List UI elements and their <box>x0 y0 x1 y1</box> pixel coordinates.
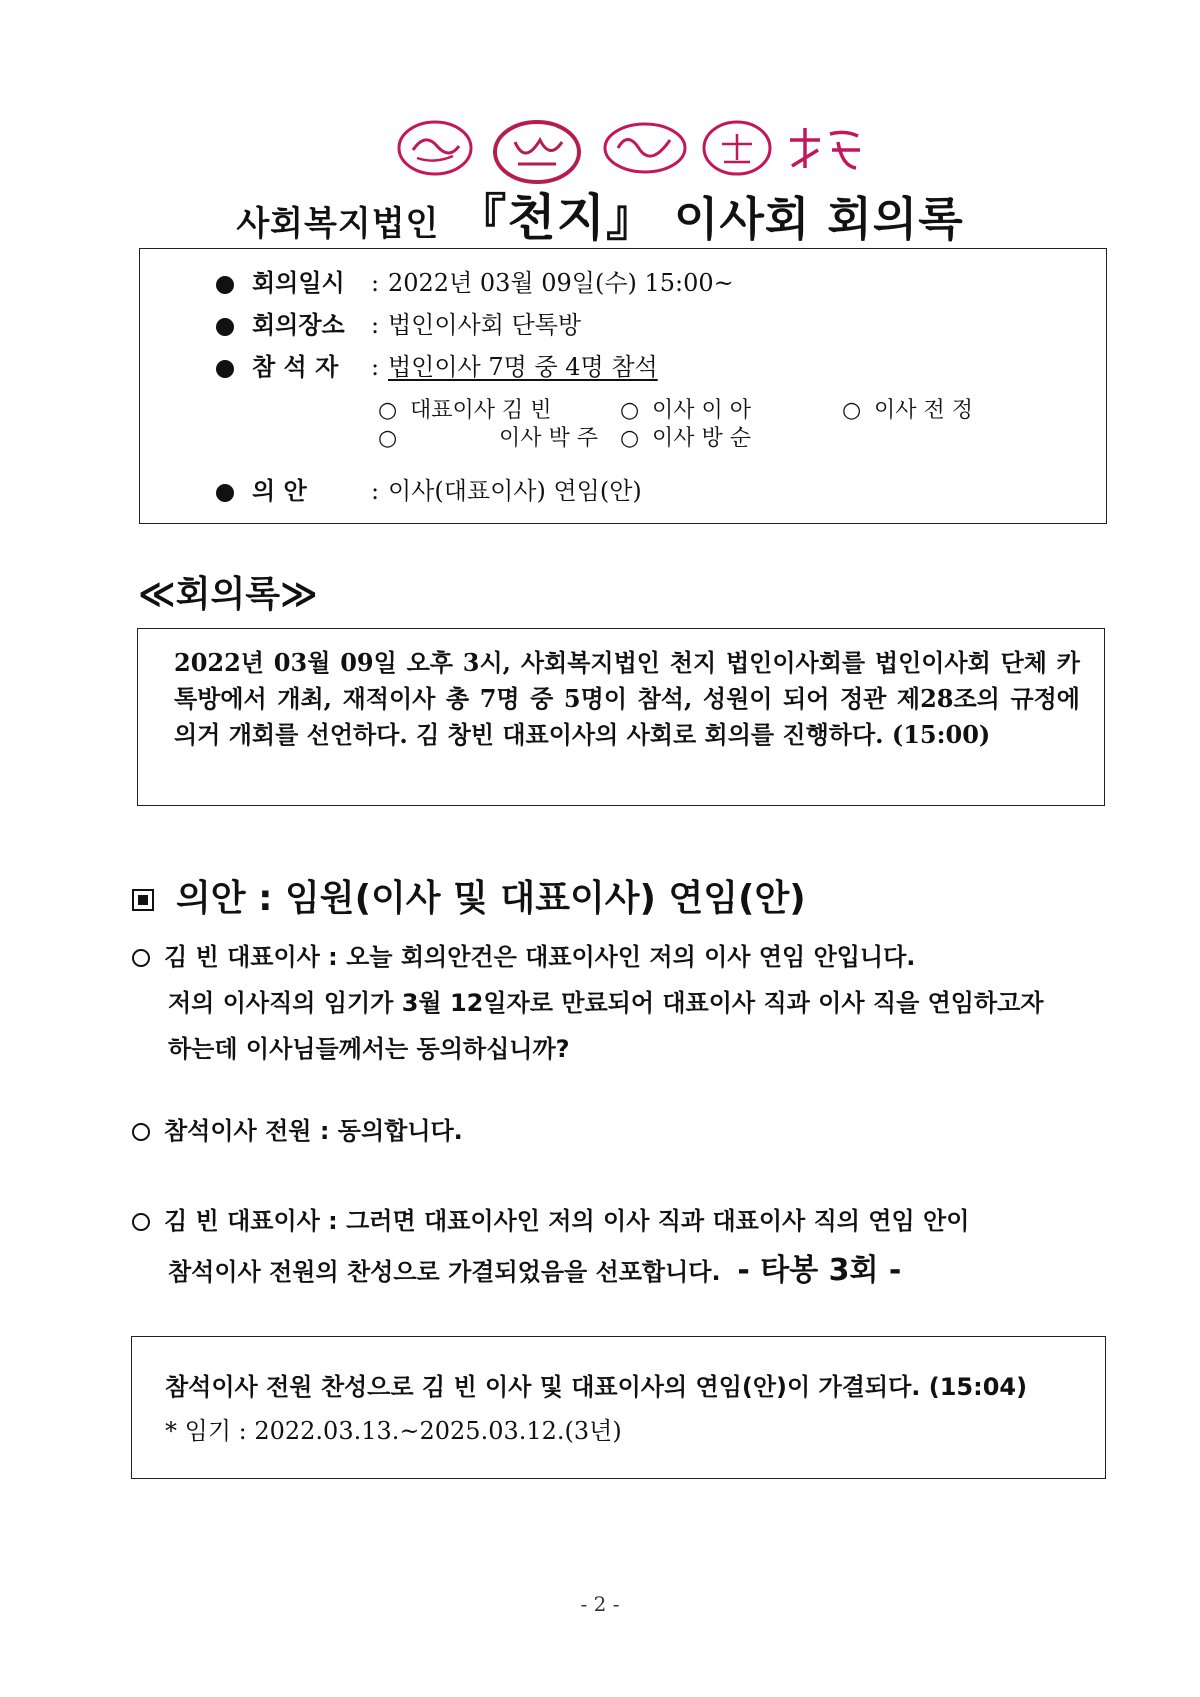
statement-1 <box>132 934 1044 1072</box>
gavel-note: - 타봉 3회 - <box>737 1253 902 1288</box>
attendee-list-row-1: ○ 대표이사 김 빈 ○ 이사 이 아 ○ 이사 전 정 <box>378 393 973 424</box>
agenda-title-text: 의안 : 임원(이사 및 대표이사) 연임(안) <box>176 878 806 919</box>
info-date-row: 회의일시 : 2022년 03월 09일(수) 15:00~ <box>216 263 734 298</box>
statement-3-line-1: 김 빈 대표이사 : 그러면 대표이사인 저의 이사 직과 대표이사 직의 연임 안이 <box>164 1207 970 1235</box>
bullet-icon <box>216 360 234 378</box>
date-label: 회의일시 <box>252 269 345 297</box>
document-title <box>0 178 1200 250</box>
attendee-value: 법인이사 7명 중 4명 참석 <box>388 353 658 381</box>
info-agenda-row: 의 안 : 이사(대표이사) 연임(안) <box>216 471 642 506</box>
circle-bullet-icon <box>132 949 150 967</box>
result-box <box>131 1336 1106 1479</box>
seal-stamp-1 <box>395 120 475 180</box>
statement-3 <box>132 1198 969 1295</box>
attendee-name: 이사 전 정 <box>874 398 973 423</box>
attendee-name: 대표이사 김 빈 <box>410 398 552 423</box>
statement-3-line-2: 참석이사 전원의 찬성으로 가결되었음을 선포합니다. <box>168 1258 721 1286</box>
seal-stamp-5 <box>780 120 870 180</box>
result-line-1: 참석이사 전원 찬성으로 김 빈 이사 및 대표이사의 연임(안)이 가결되다. (15:04) <box>165 1373 1028 1401</box>
bullet-icon <box>216 484 234 502</box>
attendee-name: 이사 방 순 <box>652 426 751 451</box>
statement-2 <box>132 1108 463 1154</box>
statement-1-line-2: 저의 이사직의 임기가 3월 12일자로 만료되어 대표이사 직과 이사 직을 연임하고자 <box>168 989 1044 1017</box>
attendee-label: 참 석 자 <box>252 353 339 381</box>
seal-stamp-4 <box>700 120 775 180</box>
title-prefix: 사회복지법인 <box>236 204 440 244</box>
minutes-heading: ≪회의록≫ <box>138 574 318 615</box>
place-label: 회의장소 <box>252 311 345 339</box>
agenda-value: 이사(대표이사) 연임(안) <box>388 477 642 505</box>
statement-1-line-1: 김 빈 대표이사 : 오늘 회의안건은 대표이사인 저의 이사 연임 안입니다. <box>164 943 916 971</box>
title-org-name: 『천지』 <box>456 189 658 247</box>
meeting-info-box <box>139 248 1107 524</box>
seal-stamp-3 <box>600 120 690 180</box>
info-place-row: 회의장소 : 법인이사회 단톡방 <box>216 305 581 340</box>
agenda-label: 의 안 <box>252 477 307 505</box>
bullet-icon <box>216 318 234 336</box>
date-value: 2022년 03월 09일(수) 15:00~ <box>388 269 734 297</box>
attendee-name: 이사 이 아 <box>652 398 751 423</box>
bullet-icon <box>216 276 234 294</box>
square-bullet-icon <box>132 889 154 911</box>
circle-bullet-icon <box>132 1213 150 1231</box>
place-value: 법인이사회 단톡방 <box>388 311 582 339</box>
page-number: - 2 - <box>580 1592 620 1616</box>
agenda-title <box>132 870 806 921</box>
statement-1-line-3: 하는데 이사님들께서는 동의하십니까? <box>168 1035 570 1063</box>
minutes-text: 2022년 03월 09일 오후 3시, 사회복지법인 천지 법인이사회를 법인이사회 단체 카톡방에서 개최, 재적이사 총 7명 중 5명이 참석, 성원이 되어 정관 제28조의 규정에 의거 개회를 선언하다. 김 창빈 대표이사의 사회로 회의를 진행하다. (15:00) <box>174 648 1080 749</box>
title-suffix: 이사회 회의록 <box>674 192 964 246</box>
minutes-box <box>137 628 1105 806</box>
statement-2-text: 참석이사 전원 : 동의합니다. <box>164 1117 463 1145</box>
circle-bullet-icon <box>132 1123 150 1141</box>
info-attendee-row: 참 석 자 : 법인이사 7명 중 4명 참석 <box>216 347 658 382</box>
attendee-list-row-2: ○ 이사 박 주 ○ 이사 방 순 <box>378 421 751 452</box>
attendee-name: 이사 박 주 <box>499 426 598 451</box>
result-term: * 임기 : 2022.03.13.~2025.03.12.(3년) <box>165 1417 622 1445</box>
